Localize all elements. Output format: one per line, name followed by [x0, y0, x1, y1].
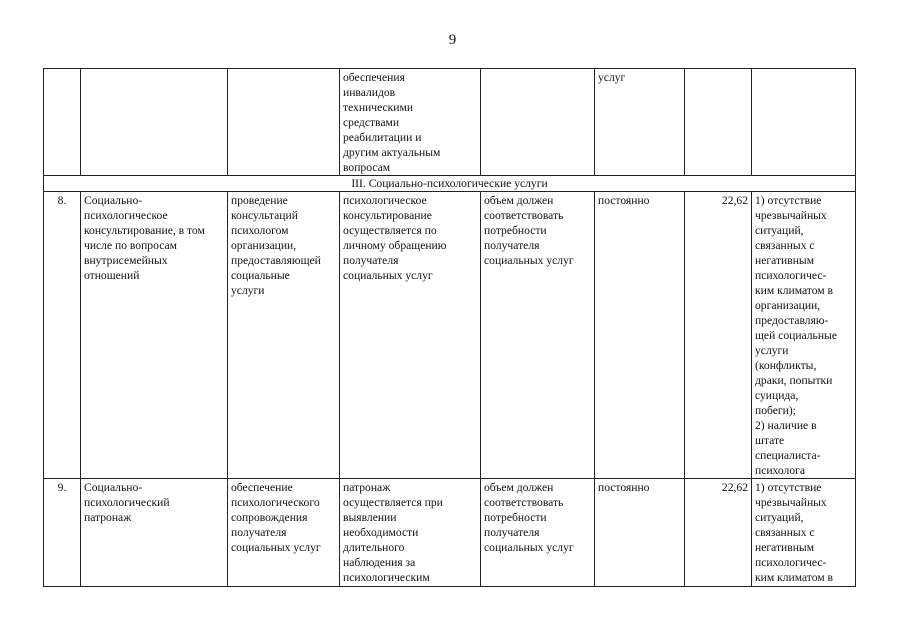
cell-period: постоянно	[595, 192, 685, 479]
cell-volume	[481, 69, 595, 176]
cell-volume: объем должен соответствовать потребности получателя социальных услуг	[481, 479, 595, 587]
table-row	[44, 192, 856, 479]
page-number: 9	[448, 32, 457, 48]
cell-name	[81, 69, 228, 176]
table-section-row	[44, 176, 856, 192]
cell-procedure: обеспечения инвалидов техническими средствами реабилитации и другим актуальным вопросам	[340, 69, 481, 176]
cell-tariff: 22,62	[685, 479, 752, 587]
cell-procedure: психологическое консультирование осуществляется по личному обращению получателя социальных услуг	[340, 192, 481, 479]
cell-number: 8.	[44, 192, 81, 479]
cell-number: 9.	[44, 479, 81, 587]
cell-name: Социально- психологическое консультирование, в том числе по вопросам внутрисемейных отношений	[81, 192, 228, 479]
table-row	[44, 479, 856, 587]
cell-tariff: 22,62	[685, 192, 752, 479]
cell-description	[228, 69, 340, 176]
section-title: III. Социально-психологические услуги	[44, 176, 856, 192]
cell-period: постоянно	[595, 479, 685, 587]
cell-conditions: 1) отсутствие чрезвычайных ситуаций, связанных с негативным психологичес- ким климатом в	[752, 479, 856, 587]
table-row-continued	[44, 69, 856, 176]
cell-conditions: 1) отсутствие чрезвычайных ситуаций, связанных с негативным психологичес- ким климатом в организации, предоставляю- щей социальные услуги (конфликты, драки, попытки суицида, побеги); 2) наличие в штате специалиста- психолога	[752, 192, 856, 479]
cell-procedure: патронаж осуществляется при выявлении необходимости длительного наблюдения за психологическим	[340, 479, 481, 587]
cell-conditions	[752, 69, 856, 176]
cell-number	[44, 69, 81, 176]
cell-name: Социально- психологический патронаж	[81, 479, 228, 587]
services-table	[43, 68, 856, 587]
cell-description: проведение консультаций психологом организации, предоставляющей социальные услуги	[228, 192, 340, 479]
cell-tariff	[685, 69, 752, 176]
cell-description: обеспечение психологического сопровождения получателя социальных услуг	[228, 479, 340, 587]
cell-volume: объем должен соответствовать потребности получателя социальных услуг	[481, 192, 595, 479]
cell-period: услуг	[595, 69, 685, 176]
